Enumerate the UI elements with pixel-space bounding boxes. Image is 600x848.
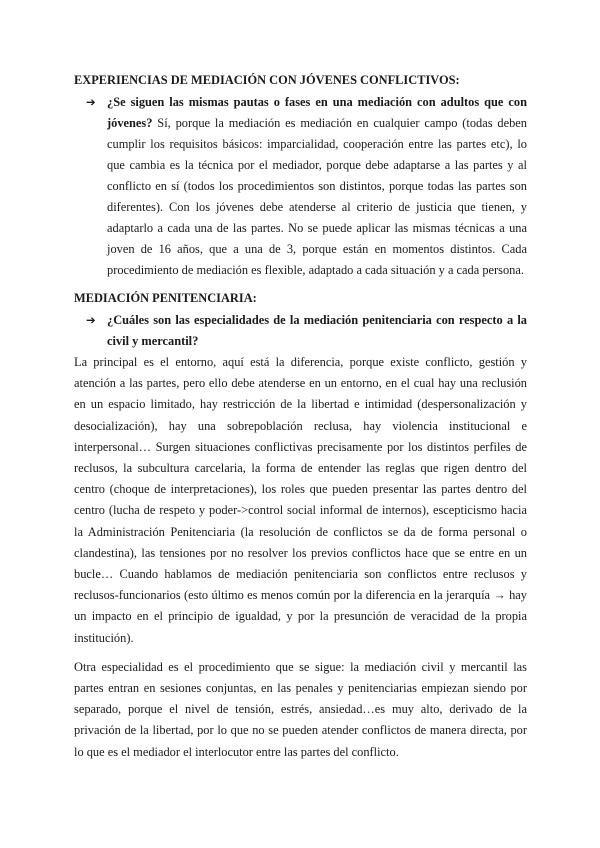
paragraph-procedure: Otra especialidad es el procedimiento que se sigue: la mediación civil y mercantil las partes entran en sesiones conjuntas, en las penales y penitenciarias empiezan siendo por separado, porque el nivel de tensión, estrés, ansiedad…es muy alto, derivado de la privación de la libertad, por lo que no se pueden atender conflictos de manera directa, por lo que es el mediador el interlocutor entre las partes del conflicto.: [74, 659, 527, 759]
bullet-text: [107, 310, 527, 352]
bullet-answer: Sí, porque la mediación es mediación en cualquier campo (todas deben cumplir los requisitos básicos: imparcialidad, cooperación entre las partes etc), lo que cambia es la técnica por el mediador, porque debe adaptarse a las partes y al conflicto en sí (todos los procedimientos son distintos, porque todas las partes son diferentes). Con los jóvenes debe atenderse al criterio de justicia que tienen, y adaptarlo a cada una de las partes. No se puede aplicar las mismas técnicas a una joven de 16 años, que a una de 3, porque están en momentos distintos. Cada procedimiento de mediación es flexible, adaptado a cada situación y a cada persona.: [107, 116, 527, 277]
section-heading-penitentiary-mediation: MEDIACIÓN PENITENCIARIA:: [74, 291, 257, 305]
arrow-right-icon: ➔: [86, 95, 96, 109]
bullet-question: ¿Se siguen las mismas pautas o fases en una mediación con adultos que con jóvenes?: [107, 95, 527, 130]
document-body: [74, 70, 527, 763]
bullet-item-penitentiary-question: [74, 310, 527, 352]
arrow-right-icon: ➔: [86, 313, 96, 327]
bullet-question: ¿Cuáles son las especialidades de la mediación penitenciaria con respecto a la civil y mercantil?: [107, 313, 527, 348]
section-heading-youth-mediation: EXPERIENCIAS DE MEDIACIÓN CON JÓVENES CONFLICTIVOS:: [74, 73, 460, 87]
bullet-item-youth-question: [74, 92, 527, 281]
paragraph-environment: La principal es el entorno, aquí está la diferencia, porque existe conflicto, gestión y atención a las partes, pero ello debe atenderse en un entorno, en el cual hay una reclusión en un espacio limitado, hay restricción de la libertad e intimidad (despersonalización y desocialización), hay una sobrepoblación reclusa, hay violencia institucional e interpersonal… Surgen situaciones conflictivas precisamente por los distintos perfiles de reclusos, la subcultura carcelaria, la forma de entender las reglas que rigen dentro del centro (choque de interpretaciones), los roles que pueden presentar las partes dentro del centro (lucha de respeto y poder->control social informal de internos), escepticismo hacia la Administración Penitenciaria (la resolución de conflictos se da de forma personal o clandestina), las tensiones por no resolver los previos conflictos hace que se entre en un bucle… Cuando hablamos de mediación penitenciaria son conflictos entre reclusos y reclusos-funcionarios (esto último es menos común por la diferencia en la jerarquía → hay un impacto en el principio de igualdad, y por la presunción de veracidad de la propia institución).: [74, 355, 527, 645]
bullet-text: [107, 92, 527, 281]
